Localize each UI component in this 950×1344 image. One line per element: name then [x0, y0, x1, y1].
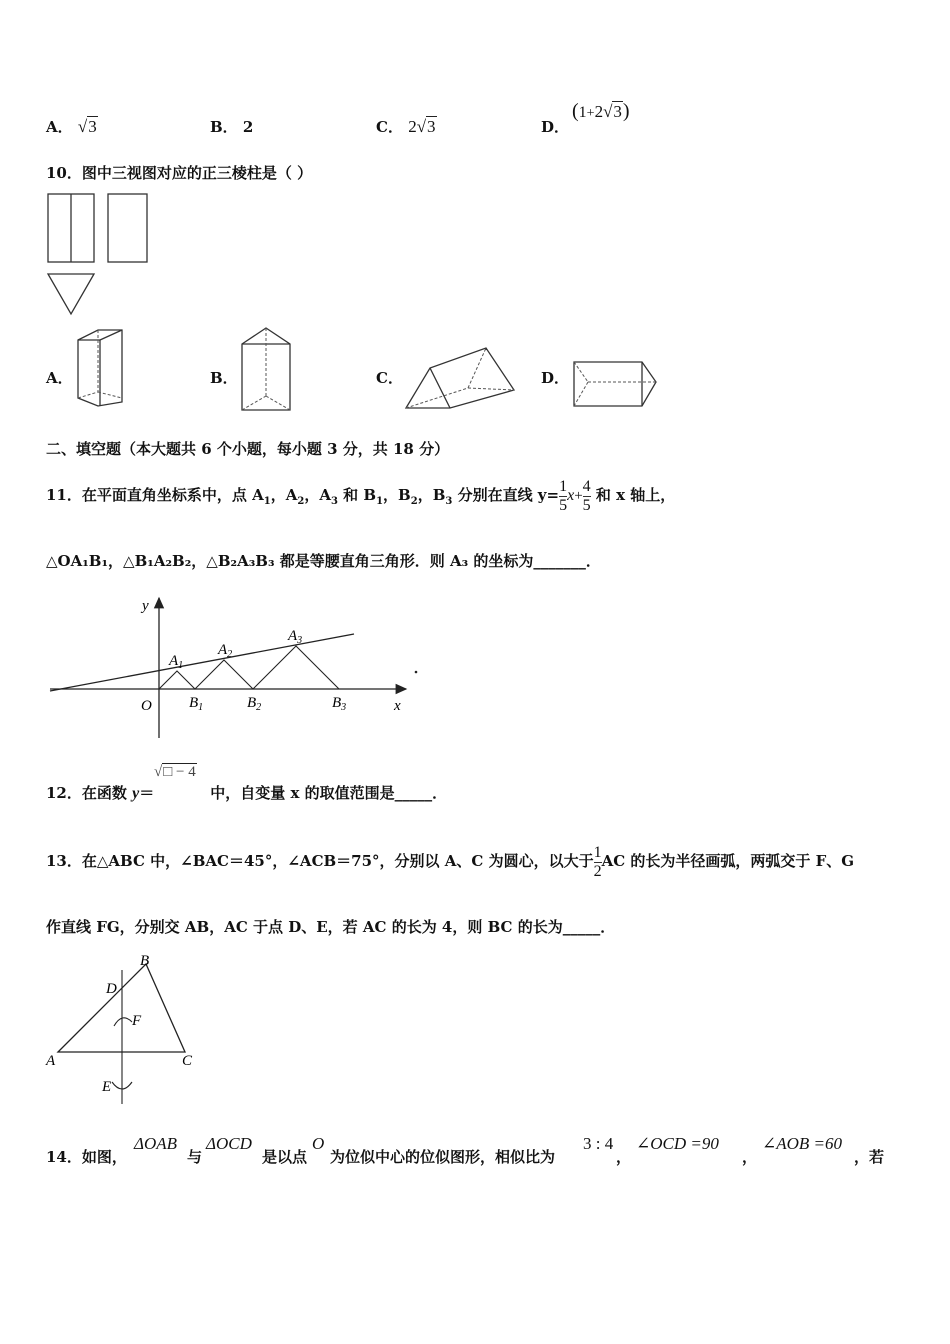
q14-mid: 是以点: [262, 1148, 308, 1166]
q10-stem: 10．图中三视图对应的正三棱柱是（ ）: [46, 164, 313, 182]
label-f: F: [132, 1013, 142, 1029]
q12-line: 12．在函数 y＝ √□ − 4 中，自变量 x 的取值范围是_____．: [46, 764, 448, 802]
label-e: E: [102, 1079, 112, 1095]
label-b2: $B_2$: [247, 695, 262, 713]
q9-option-d: [541, 116, 569, 137]
q10-option-b-label: B．: [210, 369, 238, 387]
prism-option-a: [70, 326, 130, 412]
origin-label: O: [141, 698, 152, 714]
side-view: [108, 194, 147, 262]
q14-ratio: 3 : 4: [583, 1134, 614, 1153]
q9-option-c: [376, 116, 437, 137]
prism-option-d: [568, 356, 660, 412]
q14-triangle-oab: ΔOAB: [134, 1134, 178, 1153]
top-view-triangle: [48, 274, 94, 314]
three-view-drawing: [44, 190, 154, 320]
two-sqrt-3: 2√3: [408, 117, 436, 136]
q9-option-b-label: B．: [210, 118, 238, 136]
label-b: B: [140, 953, 150, 969]
q10-option-d-label: D．: [541, 369, 570, 387]
q14-angle-aob: ∠AOB =60: [762, 1134, 843, 1153]
label-a: A: [46, 1053, 56, 1069]
q11-coordinate-graph: [44, 588, 434, 748]
label-a2: $A_2$: [218, 642, 233, 660]
q9-option-c-label: C．: [376, 118, 403, 136]
q12-radical: √□ − 4: [154, 764, 196, 780]
q9-option-b: [210, 116, 253, 137]
q14-comma-2: ，: [742, 1148, 758, 1166]
section-2-title: 二、填空题（本大题共 6 个小题，每小题 3 分，共 18 分）: [46, 440, 450, 458]
q9-option-a-label: A．: [46, 118, 73, 136]
q13-triangle-figure: [40, 950, 210, 1110]
q14-angle-ocd: ∠OCD =90: [636, 1134, 719, 1153]
x-axis-label: x: [394, 698, 401, 714]
q10-option-a-label: A．: [46, 369, 73, 387]
sqrt-3: √3: [77, 117, 97, 136]
q14-point-o: O: [312, 1134, 325, 1153]
q10-option-c-label: C．: [376, 369, 403, 387]
q13-line-1: 13．在△ABC 中，∠BAC＝45°，∠ACB＝75°，分别以 A、C 为圆心，以大于 $\frac{1}{2}$ AC 的长为半径画弧，两弧交于 F、G: [46, 843, 855, 880]
label-a3: $A_3$: [288, 628, 303, 646]
q14-triangle-ocd: ΔOCD: [206, 1134, 252, 1153]
q9-option-d-label: D．: [541, 118, 570, 136]
q9-option-b-value: 2: [242, 118, 254, 136]
q9-option-a: [46, 116, 98, 137]
arc-f: [114, 1018, 132, 1026]
label-b1: $B_1$: [189, 695, 204, 713]
fraction-4-5: $\frac{4}{5}$: [582, 477, 591, 514]
q9-option-d-expr: (1+2√3): [572, 100, 630, 122]
fraction-1-5: $\frac{1}{5}$: [559, 477, 568, 514]
q14-post: ，若: [854, 1148, 885, 1166]
label-d: D: [106, 981, 117, 997]
isosceles-right-triangles: [159, 646, 339, 689]
prism-option-b: [236, 326, 296, 416]
label-c: C: [182, 1053, 193, 1069]
y-axis-label: y: [142, 598, 149, 614]
q13-line-2: 作直线 FG，分别交 AB，AC 于点 D、E，若 AC 的长为 4，则 BC 的长为_____．: [46, 918, 616, 936]
q14-line: 14．如图，: [46, 1148, 127, 1166]
label-a1: $A_1$: [169, 653, 184, 671]
q11-line-1: 11．在平面直角坐标系中，点 $A_1$，$A_2$，$A_3$ 和 $B_1$，$B_2$，$B_3$ 分别在直线 y= $\frac{1}{5}$ x+ $\frac{4}{5}$ 和 x 轴上，: [46, 477, 676, 514]
stray-dot: [415, 671, 418, 674]
prism-option-c: [402, 344, 520, 414]
fraction-1-2: $\frac{1}{2}$: [593, 843, 602, 880]
q14-and: 与: [187, 1148, 203, 1166]
label-b3: $B_3$: [332, 695, 347, 713]
q11-line-2: △OA₁B₁，△B₁A₂B₂，△B₂A₃B₃ 都是等腰直角三角形．则 A₃ 的坐标为_______．: [46, 552, 601, 570]
q14-mid-2: 为位似中心的位似图形，相似比为: [330, 1148, 556, 1166]
q14-comma-1: ，: [616, 1148, 632, 1166]
